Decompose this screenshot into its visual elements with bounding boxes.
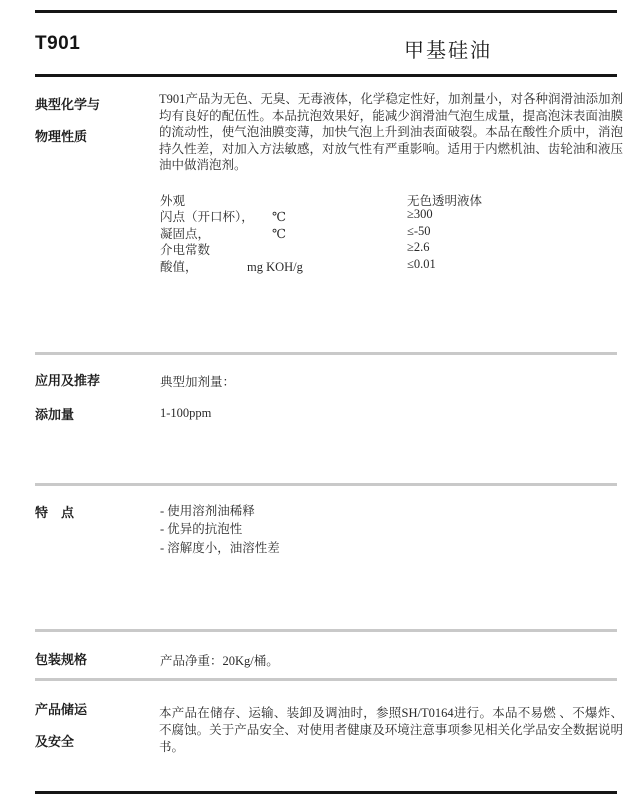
section-label-storage-line1: 产品储运 [35,702,88,717]
list-item: - 使用溶剂油稀释 [160,504,255,518]
property-name: 介电常数 [160,243,211,258]
properties-table [160,191,624,273]
property-unit: ℃ [272,226,286,241]
section-label-application-line1: 应用及推荐 [35,373,101,388]
property-name: 凝固点， [160,226,211,241]
product-code: T901 [35,33,81,54]
storage-safety-text: 本产品在储存、运输、装卸及调油时，参照SH/T0164进行。本品不易燃 、不爆炸、不腐蚀。关于产品安全、对使用者健康及环境注意事项参见相关化学品安全数据说明书。 [159,706,623,754]
product-description: T901产品为无色、无臭、无毒液体，化学稳定性好，加剂量小，对各种润滑油添加剂均有良好的配伍性。本品抗泡效果好，能减少润滑油气泡生成量，提高泡沫表面油膜的流动性，使气泡油膜变薄，加快气泡上升到油表面破裂。本品在酸性介质中，消泡持久性差，对加入方法敏感，对放气性有严重影响。适用于内燃机油、齿轮油和液压油中做消泡剂。 [159,92,623,173]
section-divider [35,483,617,486]
page-title: 甲基硅油 [404,40,492,62]
property-value: ≥300 [407,207,433,222]
table-row [160,257,624,273]
section-label-application-line2: 添加量 [35,407,75,422]
property-value: ≤-50 [407,223,431,238]
table-row [160,240,624,256]
section-label-properties-line2: 物理性质 [35,129,88,144]
property-unit: mg KOH/g [247,259,303,274]
property-unit: ℃ [272,210,286,225]
top-rule [35,10,617,13]
table-row [160,207,624,223]
property-value: 无色透明液体 [407,194,483,208]
table-row [160,191,624,207]
section-label-properties-line1: 典型化学与 [35,97,101,112]
packaging-spec-text: 产品净重：20Kg/桶。 [160,654,279,668]
property-value: ≤0.01 [407,256,436,271]
section-label-features: 特 点 [35,505,75,520]
application-dosage-caption: 典型加剂量： [160,375,236,389]
features-list [160,502,280,557]
section-divider [35,352,617,355]
list-item: - 优异的抗泡性 [160,522,243,537]
header-rule [35,74,617,77]
section-divider [35,678,617,681]
list-item: - 溶解度小，油溶性差 [160,540,280,555]
section-label-packaging: 包装规格 [35,652,88,667]
property-name: 外观 [160,194,186,208]
section-divider [35,629,617,632]
bottom-rule [35,791,617,794]
property-value: ≥2.6 [407,240,430,255]
property-name: 闪点（开口杯）， [160,210,254,225]
dosage-value: 1-100ppm [160,406,212,420]
property-name: 酸值， [160,259,198,274]
table-row [160,224,624,240]
section-label-storage-line2: 及安全 [35,734,75,749]
